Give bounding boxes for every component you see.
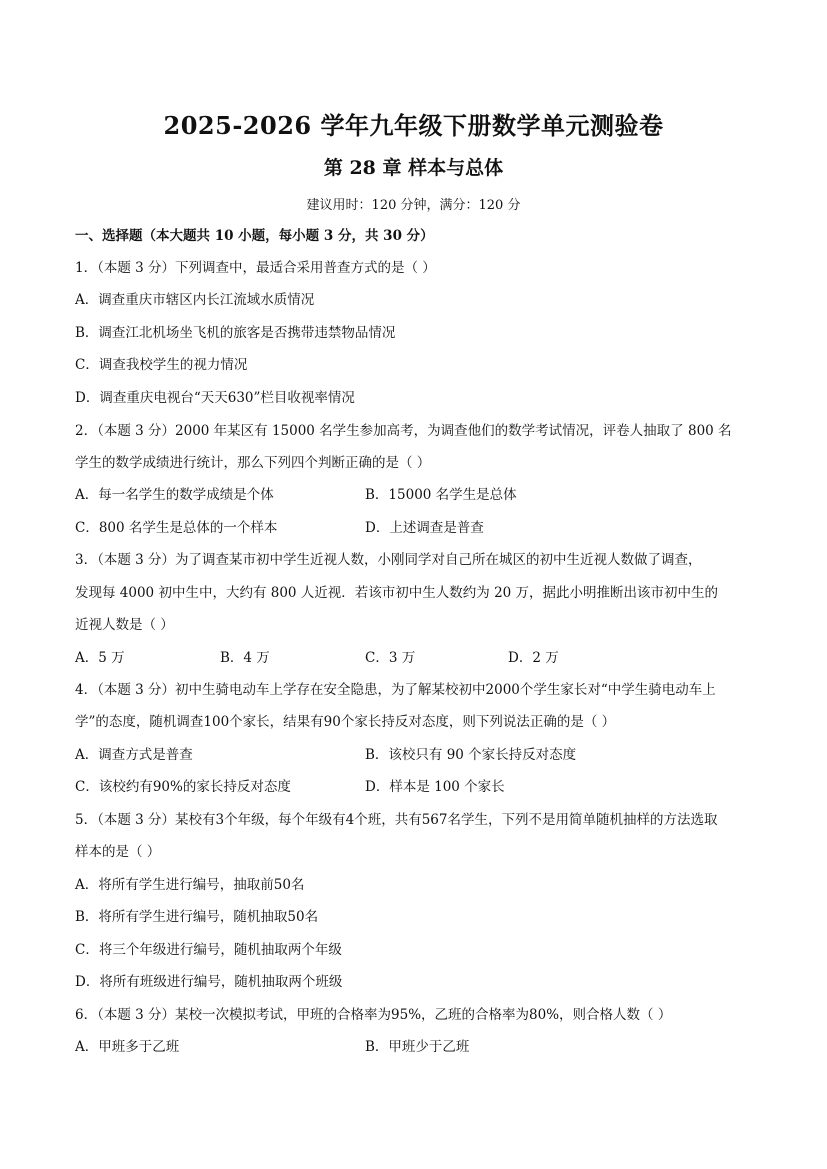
- question-1-option-c: C．调查我校学生的视力情况: [75, 357, 248, 373]
- question-5-stem-line-1: 5．（本题 3 分）某校有3个年级，每个年级有4个班，共有567名学生，下列不是用简单随机抽样的方法选取: [75, 812, 718, 828]
- question-6-option-a: A．甲班多于乙班: [75, 1039, 180, 1055]
- time-score-note: 建议用时：120 分钟，满分：120 分: [306, 198, 521, 213]
- question-3-option-d: D．2 万: [508, 650, 559, 666]
- question-3-option-c: C．3 万: [365, 650, 416, 666]
- question-4-stem-line-2: 学”的态度，随机调查100个家长，结果有90个家长持反对态度，则下列说法正确的是（ ）: [75, 714, 616, 730]
- question-5-option-b: B．将所有学生进行编号，随机抽取50名: [75, 909, 319, 925]
- section-heading: 一、选择题（本大题共 10 小题，每小题 3 分，共 30 分）: [75, 228, 434, 244]
- question-5-option-c: C．将三个年级进行编号，随机抽取两个年级: [75, 942, 342, 958]
- question-4-options-row-2: [75, 777, 755, 797]
- question-2-option-b: B．15000 名学生是总体: [365, 487, 517, 503]
- question-2-option-c: C．800 名学生是总体的一个样本: [75, 520, 278, 536]
- question-4-stem-line-1: 4．（本题 3 分）初中生骑电动车上学存在安全隐患，为了解某校初中2000个学生家长对“中学生骑电动车上: [75, 682, 716, 698]
- question-4-option-a: A．调查方式是普查: [75, 747, 193, 763]
- question-3-stem-line-3: 近视人数是（ ）: [75, 617, 174, 633]
- question-1-option-b: B．调查江北机场坐飞机的旅客是否携带违禁物品情况: [75, 325, 396, 341]
- question-5-option-a: A．将所有学生进行编号，抽取前50名: [75, 877, 305, 893]
- question-2-option-a: A．每一名学生的数学成绩是个体: [75, 487, 274, 503]
- question-2-options-row-1: [75, 485, 755, 505]
- question-6-options-row: [75, 1037, 755, 1057]
- question-3-option-a: A．5 万: [75, 650, 125, 666]
- question-2-options-row-2: [75, 518, 755, 538]
- question-4-options-row-1: [75, 745, 755, 765]
- question-1-option-a: A．调查重庆市辖区内长江流域水质情况: [75, 292, 315, 308]
- question-1-stem: 1．（本题 3 分）下列调查中，最适合采用普查方式的是（ ）: [75, 260, 436, 276]
- question-3-option-b: B．4 万: [220, 650, 270, 666]
- question-4-option-b: B．该校只有 90 个家长持反对态度: [365, 747, 577, 763]
- question-6-stem: 6．（本题 3 分）某校一次模拟考试，甲班的合格率为95%，乙班的合格率为80%，则合格人数（ ）: [75, 1007, 672, 1023]
- chapter-title: 第 28 章 样本与总体: [323, 157, 504, 179]
- question-2-stem-line-1: 2．（本题 3 分）2000 年某区有 15000 名学生参加高考，为调查他们的数学考试情况，评卷人抽取了 800 名: [75, 423, 732, 439]
- question-4-option-c: C．该校约有90%的家长持反对态度: [75, 779, 291, 795]
- question-4-option-d: D．样本是 100 个家长: [365, 779, 505, 795]
- question-3-stem-line-2: 发现每 4000 初中生中，大约有 800 人近视．若该市初中生人数约为 20 万，据此小明推断出该市初中生的: [75, 585, 719, 601]
- question-5-stem-line-2: 样本的是（ ）: [75, 844, 161, 860]
- question-6-option-b: B．甲班少于乙班: [365, 1039, 470, 1055]
- question-1-option-d: D．调查重庆电视台“天天630”栏目收视率情况: [75, 390, 355, 406]
- question-3-options-row: [75, 648, 755, 668]
- question-2-stem-line-2: 学生的数学成绩进行统计，那么下列四个判断正确的是（ ）: [75, 455, 431, 471]
- question-3-stem-line-1: 3．（本题 3 分）为了调查某市初中学生近视人数，小刚同学对自己所在城区的初中生近视人数做了调查，: [75, 552, 702, 568]
- question-2-option-d: D．上述调查是普查: [365, 520, 484, 536]
- question-5-option-d: D．将所有班级进行编号，随机抽取两个班级: [75, 974, 343, 990]
- exam-title: 2025-2026 学年九年级下册数学单元测验卷: [163, 111, 664, 140]
